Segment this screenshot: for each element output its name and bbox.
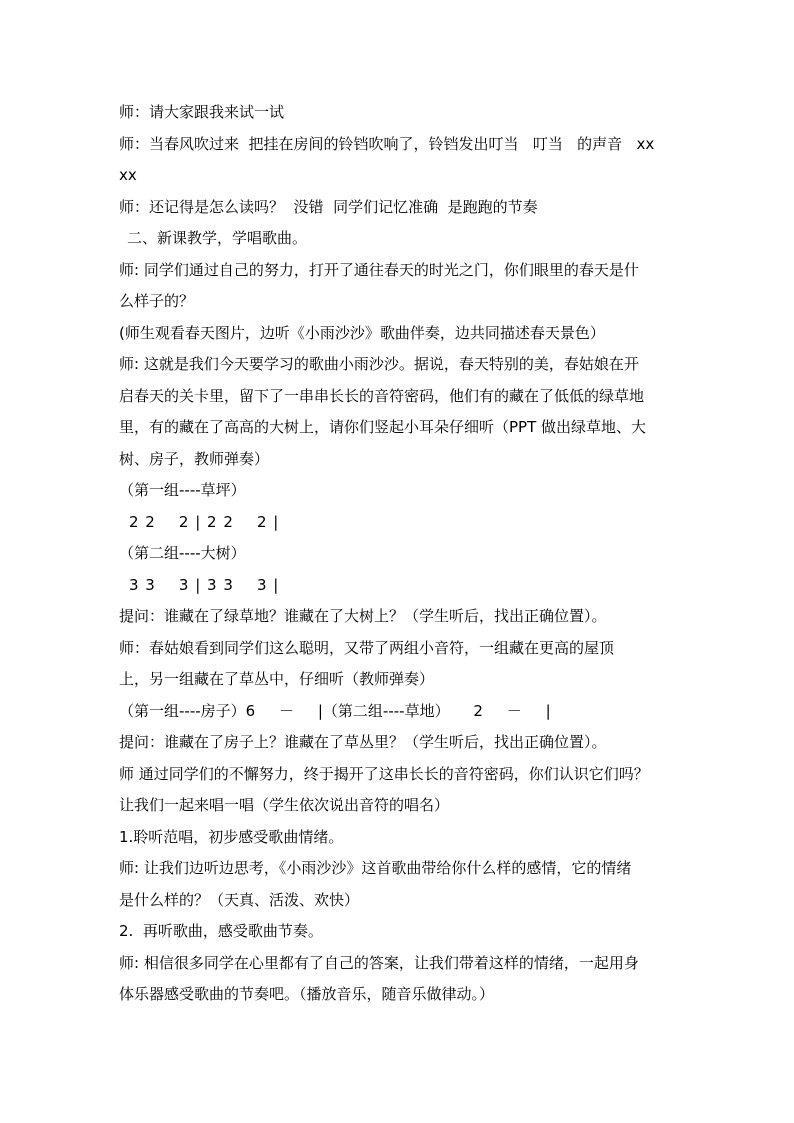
numbered-item: 2. 再听歌曲，感受歌曲节奏。 [119,922,323,940]
text-line: （第二组----大树） [119,544,246,562]
music-notation-line: 2 2 2 | 2 2 2 | [129,512,280,531]
numbered-item: 1.聆听范唱，初步感受歌曲情绪。 [119,827,344,846]
text-line: 提问：谁藏在了房子上？谁藏在了草丛里？（学生听后，找出正确位置）。 [119,733,607,751]
text-line: 师：还记得是怎么读吗？ 没错 同学们记忆准确 是跑跑的节奏 [119,197,538,216]
text-line: (师生观看春天图片，边听《小雨沙沙》歌曲伴奏，边共同描述春天景色） [119,323,605,342]
music-notation-line: 3 3 3 | 3 3 3 | [129,575,280,594]
text-line: 让我们一起来唱一唱（学生依次说出音符的唱名） [119,796,450,814]
text-line: 是什么样的？（天真、活泼、欢快） [119,890,360,909]
text-line: 师: 这就是我们今天要学习的歌曲小雨沙沙。据说，春天特别的美，春姑娘在开 [119,355,639,373]
text-line: 师 通过同学们的不懈努力，终于揭开了这串长长的音符密码，你们认识它们吗？ [119,764,649,783]
text-line: 启春天的关卡里，留下了一串串长长的音符密码，他们有的藏在了低低的绿草地 [119,386,645,405]
text-line: 树、房子，教师弹奏） [119,449,270,468]
text-line: xx [119,166,137,184]
text-line: （第一组----草坪） [119,481,246,499]
text-line: 里，有的藏在了高高的大树上，请你们竖起小耳朵仔细听（PPT 做出绿草地、大 [119,418,647,436]
text-line: 师：请大家跟我来试一试 [119,103,285,121]
text-line: 提问：谁藏在了绿草地？谁藏在了大树上？（学生听后，找出正确位置）。 [119,607,607,625]
text-line: 师: 让我们边听边思考，《小雨沙沙》这首歌曲带给你什么样的感情，它的情绪 [119,859,632,877]
document-body [119,97,679,1011]
text-line: 师: 同学们通过自己的努力，打开了通往春天的时光之门，你们眼里的春天是什 [119,260,639,279]
text-line: 体乐器感受歌曲的节奏吧。（播放音乐，随音乐做律动。） [119,985,495,1003]
text-line: 师：当春风吹过来 把挂在房间的铃铛吹响了，铃铛发出叮当 叮当 的声音 xx [119,134,655,153]
text-line: 师: 相信很多同学在心里都有了自己的答案，让我们带着这样的情绪，一起用身 [119,953,639,972]
text-line: 么样子的？ [119,292,195,310]
text-line: 上，另一组藏在了草丛中，仔细听（教师弹奏） [119,670,435,688]
section-heading: 二、新课教学，学唱歌曲。 [127,229,308,247]
text-line: （第一组----房子）6 － |（第二组----草地） 2 － | [119,701,551,720]
text-line: 师：春姑娘看到同学们这么聪明，又带了两组小音符，一组藏在更高的屋顶 [119,638,615,657]
